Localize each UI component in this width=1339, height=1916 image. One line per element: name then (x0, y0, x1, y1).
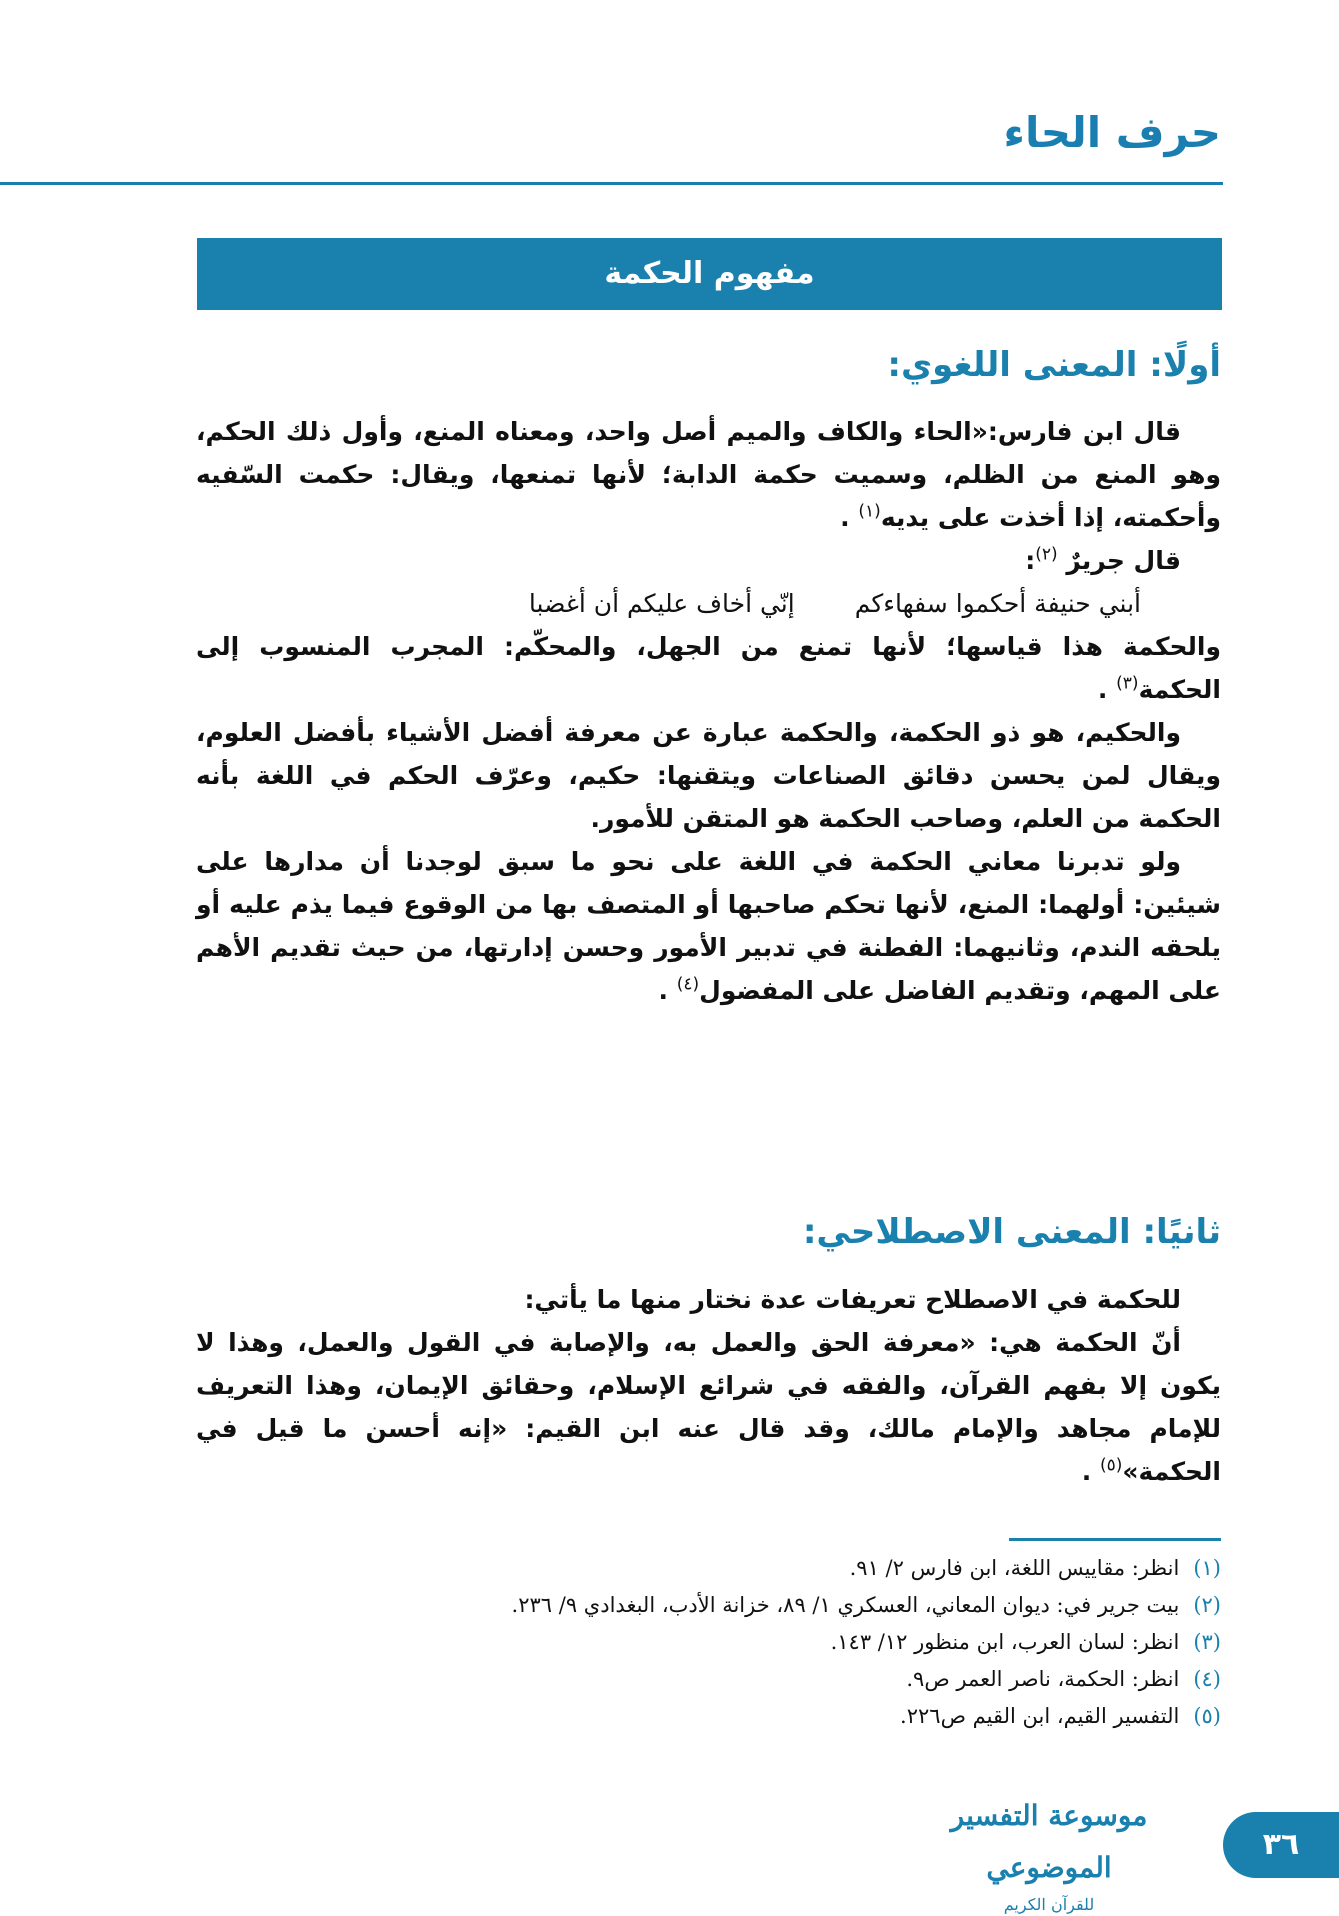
footnote-item: (٤) انظر: الحكمة، ناصر العمر ص٩. (906, 1667, 1221, 1691)
paragraph-definition: أنّ الحكمة هي: «معرفة الحق والعمل به، والإصابة في القول والعمل، وهذا لا يكون إلا بفهم القرآن، والفقه في شرائع الإسلام، وحقائق الإيمان، وهذا التعريف للإمام مجاهد والإمام مالك، وقد قال عنه ابن القيم: «إنه أحسن ما قيل في الحكمة»$^{(٥)}$ . (196, 1328, 1221, 1486)
footnote-ref-4[interactable]: (٤) (676, 974, 700, 995)
linguistic-meaning-body (196, 410, 1221, 1012)
paragraph-jarir: قال جريرٌ $^{(٢)}$: (1025, 544, 1181, 575)
heading-linguistic-meaning: أولًا: المعنى اللغوي: (887, 345, 1221, 385)
paragraph-two-meanings: ولو تدبرنا معاني الحكمة في اللغة على نحو ما سبق لوجدنا أن مدارها على شيئين: أولهما: المنع، لأنها تحكم صاحبها أو المتصف بها من الوقوع فيما يذم عليه أو يلحقه الندم، وثانيهما: الفطنة في تدبير الأمور وحسن إدارتها، من حيث تقديم الأهم على المهم، وتقديم الفاضل على المفضول$^{(٤)}$ . (196, 847, 1221, 1005)
paragraph-ibn-faris: قال ابن فارس:«الحاء والكاف والميم أصل واحد، ومعناه المنع، وأول ذلك الحكم، وهو المنع من الظلم، وسميت حكمة الدابة؛ لأنها تمنعها، ويقال: حكمت السّفيه وأحكمته، إذا أخذت على يديه$^{(١)}$ . (196, 417, 1221, 532)
footnote-ref-3[interactable]: (٣) (1116, 673, 1139, 694)
paragraph-definitions-intro: للحكمة في الاصطلاح تعريفات عدة نختار منها ما يأتي: (524, 1285, 1181, 1314)
section-banner: مفهوم الحكمة (197, 238, 1222, 310)
footnote-item: (١) انظر: مقاييس اللغة، ابن فارس ٢/ ٩١. (849, 1556, 1221, 1580)
footnote-item: (٢) بيت جرير في: ديوان المعاني، العسكري ١/ ٨٩، خزانة الأدب، البغدادي ٩/ ٢٣٦. (511, 1593, 1221, 1617)
footnote-ref-2[interactable]: (٢) (1035, 544, 1058, 565)
technical-meaning-body (196, 1278, 1221, 1493)
verse-first-hemistich: أبني حنيفة أحكموا سفهاءكم (854, 589, 1141, 618)
header-divider (0, 182, 1223, 185)
footnote-item: (٣) انظر: لسان العرب، ابن منظور ١٢/ ١٤٣. (830, 1630, 1221, 1654)
footnotes (196, 1550, 1221, 1735)
footnote-ref-1[interactable]: (١) (858, 501, 881, 522)
chapter-title: حرف الحاء (1003, 108, 1221, 157)
paragraph-analogy: والحكمة هذا قياسها؛ لأنها تمنع من الجهل، والمحكّم: المجرب المنسوب إلى الحكمة$^{(٣)}$ . (196, 632, 1221, 704)
footnote-item: (٥) التفسير القيم، ابن القيم ص٢٢٦. (900, 1704, 1221, 1728)
heading-technical-meaning: ثانيًا: المعنى الاصطلاحي: (802, 1212, 1221, 1252)
paragraph-hakim: والحكيم، هو ذو الحكمة، والحكمة عبارة عن معرفة أفضل الأشياء بأفضل العلوم، ويقال لمن يحسن دقائق الصناعات ويتقنها: حكيم، وعرّف الحكم في اللغة بأنه الحكمة من العلم، وصاحب الحكمة هو المتقن للأمور. (196, 718, 1221, 833)
poetry-verse (196, 582, 1221, 625)
footnote-ref-5[interactable]: (٥) (1099, 1455, 1123, 1476)
verse-second-hemistich: إنّي أخاف عليكم أن أغضبا (528, 589, 795, 618)
footnote-divider (1009, 1538, 1221, 1541)
encyclopedia-logo: موسوعة التفسير الموضوعي للقرآن الكريم (950, 1799, 1148, 1914)
page-number: ٣٦ (1223, 1812, 1339, 1878)
